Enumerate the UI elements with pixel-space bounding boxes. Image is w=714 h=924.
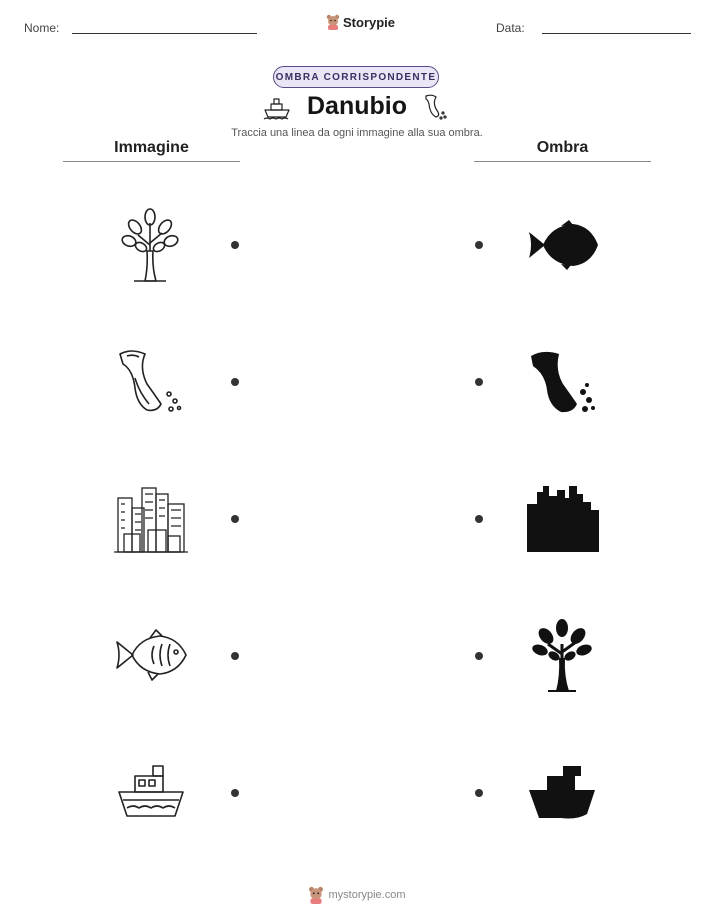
boat-shadow bbox=[529, 764, 595, 820]
left-dot-5[interactable] bbox=[231, 789, 239, 797]
worksheet-type-badge: OMBRA CORRISPONDENTE bbox=[273, 66, 439, 88]
date-label: Data: bbox=[496, 21, 525, 35]
brand-name: Storypie bbox=[343, 14, 396, 30]
brand-logo bbox=[326, 14, 395, 30]
right-column-rule bbox=[474, 161, 651, 162]
right-dot-4[interactable] bbox=[475, 652, 483, 660]
boat-picture bbox=[117, 764, 185, 822]
footer-url[interactable]: mystorypie.com bbox=[328, 889, 406, 901]
city-picture bbox=[114, 484, 188, 554]
left-dot-3[interactable] bbox=[231, 515, 239, 523]
waterfall-shadow bbox=[531, 350, 595, 414]
left-dot-1[interactable] bbox=[231, 241, 239, 249]
fish-picture bbox=[114, 628, 188, 682]
date-line[interactable] bbox=[542, 33, 691, 34]
right-column-header: Ombra bbox=[536, 139, 589, 156]
right-dot-3[interactable] bbox=[475, 515, 483, 523]
name-label: Nome: bbox=[24, 21, 60, 35]
left-column-header: Immagine bbox=[114, 139, 189, 156]
tree-picture bbox=[120, 207, 180, 283]
waterfall-icon bbox=[424, 94, 450, 120]
left-dot-4[interactable] bbox=[231, 652, 239, 660]
page-title: Danubio bbox=[307, 92, 407, 120]
right-dot-2[interactable] bbox=[475, 378, 483, 386]
right-dot-1[interactable] bbox=[475, 241, 483, 249]
bear-icon bbox=[308, 886, 324, 904]
name-line[interactable] bbox=[72, 33, 257, 34]
tree-shadow bbox=[532, 618, 592, 692]
boat-icon bbox=[263, 96, 291, 120]
left-dot-2[interactable] bbox=[231, 378, 239, 386]
left-column-rule bbox=[63, 161, 240, 162]
city-shadow bbox=[527, 484, 599, 554]
instructions: Traccia una linea da ogni immagine alla sua ombra. bbox=[231, 127, 483, 139]
right-dot-5[interactable] bbox=[475, 789, 483, 797]
fish-shadow bbox=[527, 220, 599, 270]
waterfall-picture bbox=[117, 348, 183, 414]
footer bbox=[0, 886, 714, 904]
bear-icon bbox=[326, 14, 340, 30]
